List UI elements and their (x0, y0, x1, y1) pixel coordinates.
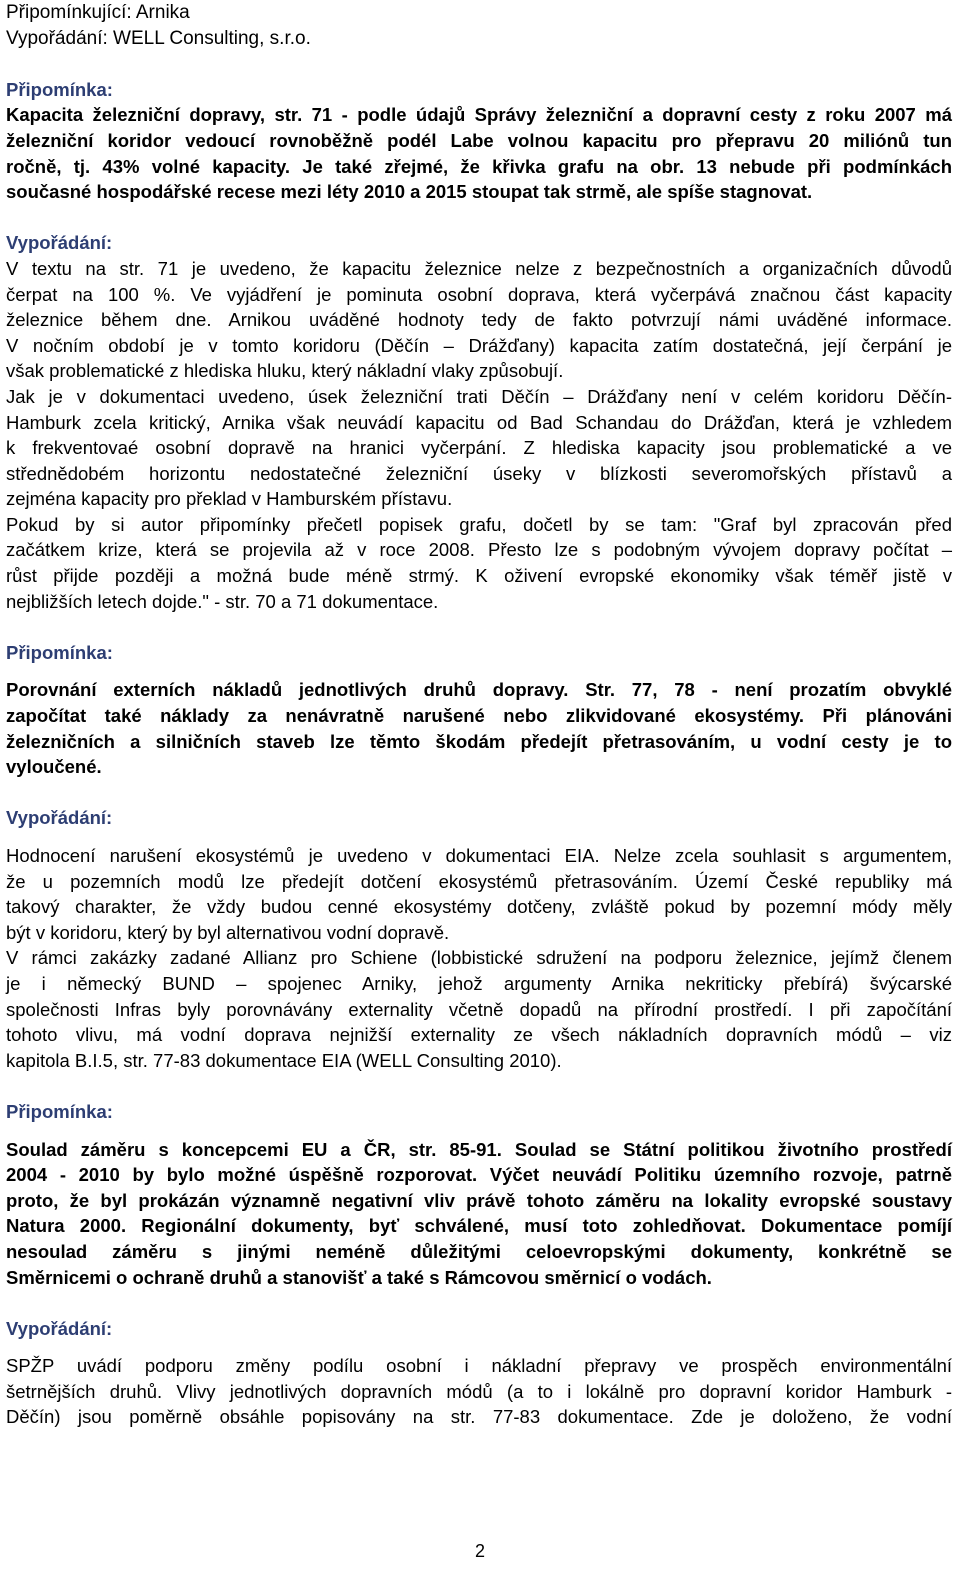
comment-block (6, 640, 952, 780)
response-line: takový charakter, že vždy budou cenné ekosystémy dotčeny, zvláště pokud by pozemní módy měly (6, 896, 952, 918)
response-line: čerpat na 100 %. Ve vyjádření je pominuta osobní doprava, která vyčerpává značnou část kapacity (6, 283, 952, 305)
response-line: SPŽP uvádí podporu změny podílu osobní i nákladní přepravy ve prospěch environmentální (6, 1355, 952, 1377)
response-block (6, 1316, 952, 1430)
response-line: však problematické z hlediska hluku, který nákladní vlaky způsobují. (6, 360, 564, 382)
comment-line: 2004 - 2010 by bylo možné úspěšně rozporovat. Výčet neuvádí Politiku územního rozvoje, patrně (6, 1164, 952, 1186)
response-line: kapitola B.I.5, str. 77-83 dokumentace EIA (WELL Consulting 2010). (6, 1049, 562, 1071)
response-line: společnosti Infras byly porovnávány externality včetně dopadů na přírodní prostředí. I při započítání (6, 998, 952, 1020)
comment-line: nesoulad záměru s jinými neméně důležitými celoevropskými dokumenty, konkrétně se (6, 1240, 952, 1262)
response-line: Hamburk zcela kritický, Arnika však neuvádí kapacitu od Bad Schandau do Drážďan, která je vzhledem (6, 411, 952, 433)
response-label: Vypořádání: (6, 232, 113, 254)
response-line: V nočním období je v tomto koridoru (Děčín – Drážďany) kapacita zatím dostatečná, její čerpání je (6, 334, 952, 356)
comment-line: Soulad záměru s koncepcemi EU a ČR, str. 85-91. Soulad se Státní politikou životního prostředí (6, 1138, 952, 1160)
response-line: je i německý BUND – spojenec Arniky, jehož argumenty Arnika nekriticky přebírá) švýcarské (6, 972, 952, 994)
response-block (6, 230, 952, 614)
comment-line: Kapacita železniční dopravy, str. 71 - podle údajů Správy železniční a dopravní cesty z roku 2007 má (6, 104, 952, 126)
response-line: nejbližších letech dojde." - str. 70 a 71 dokumentace. (6, 590, 439, 612)
response-line: šetrnějších druhů. Vlivy jednotlivých dopravních módů (a to i lokálně pro dopravní koridor Hamburk - (6, 1380, 952, 1402)
response-line: Děčín) jsou poměrně obsáhle popisovány na str. 77-83 dokumentace. Zde je doloženo, že vodní (6, 1406, 952, 1428)
response-block (6, 805, 952, 1073)
comment-line: ročně, tj. 43% volné kapacity. Je také zřejmé, že křivka grafu na obr. 13 nebude při podmínkách (6, 155, 952, 177)
comment-line: vyloučené. (6, 756, 102, 778)
response-line: tohoto vlivu, má vodní doprava nejnižší externality ze všech nákladních dopravních módů – viz (6, 1024, 952, 1046)
response-line: střednědobém horizontu nedostatečné železniční úseky v blízkosti severomořských přístavů a (6, 462, 952, 484)
response-label: Vypořádání: (6, 1317, 113, 1339)
response-line: V rámci zakázky zadané Allianz pro Schiene (lobbistické sdružení na podporu železnice, jejímž členem (6, 947, 952, 969)
comment-line: proto, že byl prokázán významně negativní vliv právě tohoto záměru na lokality evropské soustavy (6, 1189, 952, 1211)
comment-block (6, 1099, 952, 1290)
page-number: 2 (474, 1541, 485, 1561)
response-line: být v koridoru, který by byl alternativou vodní dopravě. (6, 921, 450, 943)
comment-label: Připomínka: (6, 1100, 113, 1122)
comment-label: Připomínka: (6, 641, 113, 663)
comment-line: započítat také náklady za nenávratně narušené nebo zlikvidované ekosystémy. Při plánováni (6, 705, 952, 727)
response-line: V textu na str. 71 je uvedeno, že kapacitu železnice nelze z bezpečnostních a organizačních důvodů (6, 257, 952, 279)
commenter-header: Připomínkující: Arnika (6, 2, 190, 23)
comment-line: železničních a silničních staveb lze těmto škodám předejít přetrasováním, u vodní cesty je to (6, 730, 952, 752)
response-line: Jak je v dokumentaci uvedeno, úsek železniční trati Děčín – Drážďany není v celém koridoru Děčín- (6, 385, 952, 407)
response-line: Hodnocení narušení ekosystémů je uvedeno v dokumentaci EIA. Nelze zcela souhlasit s argumentem, (6, 845, 952, 866)
response-line: začátkem krize, která se projevila až v roce 2008. Přesto lze s podobným vývojem dopravy počítat – (6, 539, 952, 561)
response-label: Vypořádání: (6, 807, 113, 829)
comment-line: železniční koridor vedoucí rovnoběžně podél Labe volnou kapacitu pro přepravu 20 miliónů tun (6, 129, 952, 151)
response-line: růst přijde později a možná bude méně strmý. K oživení evropské ekonomiky však téměř jistě v (6, 565, 952, 587)
comment-label: Připomínka: (6, 78, 113, 100)
response-line: k frekventovaé osobní dopravě na hranici vyčerpání. Z hlediska kapacity jsou problematické a ve (6, 437, 952, 459)
comment-block (6, 77, 952, 205)
responder-header: Vypořádání: WELL Consulting, s.r.o. (6, 27, 311, 49)
response-line: Pokud by si autor připomínky přečetl popisek grafu, dočetl by se tam: "Graf byl zpracován před (6, 513, 952, 535)
response-line: zejména kapacity pro překlad v Hamburském přístavu. (6, 488, 453, 510)
response-line: železnice během dne. Arnikou uváděné hodnoty tedy de fakto potvrzují námi uváděné informace. (6, 309, 952, 331)
response-line: že u pozemních modů lze předejít dotčení ekosystémů přetrasováním. Území České republiky má (6, 870, 952, 892)
comment-line: Směrnicemi o ochraně druhů a stanovišť a také s Rámcovou směrnicí o vodách. (6, 1266, 712, 1288)
comment-line: současné hospodářské recese mezi léty 2010 a 2015 stoupat tak strmě, ale spíše stagnovat. (6, 181, 813, 203)
comment-line: Natura 2000. Regionální dokumenty, byť schválené, musí toto zohledňovat. Dokumentace pomíjí (6, 1215, 952, 1237)
comment-line: Porovnání externích nákladů jednotlivých druhů dopravy. Str. 77, 78 - není prozatím obvyklé (6, 679, 952, 701)
